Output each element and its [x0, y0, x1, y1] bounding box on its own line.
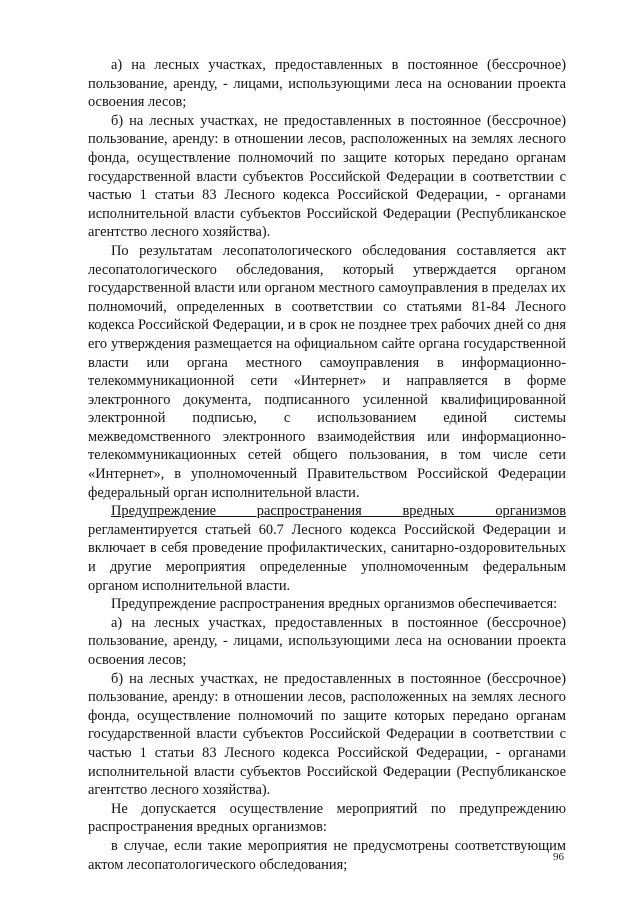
document-page: [88, 56, 566, 874]
paragraph-a-leased: а) на лесных участках, предоставленных в постоянное (бессрочное) пользование, аренду, - лицами, использующими леса на основании проекта освоения лесов;: [88, 57, 566, 111]
paragraph-prevention-regulation: [88, 502, 566, 595]
paragraph-not-provided-case: в случае, если такие мероприятия не предусмотрены соответствующим актом лесопатологического обследования;: [88, 837, 566, 873]
prevention-heading: Предупреждение распространения вредных организмов: [111, 503, 566, 520]
paragraph-prevention-provided: Предупреждение распространения вредных организмов обеспечивается:: [111, 596, 558, 613]
paragraph-b-not-leased-2: б) на лесных участках, не предоставленных в постоянное (бессрочное) пользование, аренду: в отношении лесов, расположенных на землях лесного фонда, осуществление полномочий по защите которых передано органам государственной власти субъектов Российской Федерации в соответствии с частью 1 статьи 83 Лесного кодекса Российской Федерации, - органами исполнительной власти субъектов Российской Федерации (Республиканское агентство лесного хозяйства).: [88, 670, 566, 799]
paragraph-not-allowed: Не допускается осуществление мероприятий по предупреждению распространения вредных организмов:: [88, 800, 566, 836]
paragraph-a-leased-2: а) на лесных участках, предоставленных в постоянное (бессрочное) пользование, аренду, - лицами, использующими леса на основании проекта освоения лесов;: [88, 614, 566, 668]
page-number: 96: [553, 851, 564, 863]
paragraph-survey-act: По результатам лесопатологического обследования составляется акт лесопатологического обследования, который утверждается органом государственной власти или органом местного самоуправления в пределах их полномочий, определенных в соответствии со статьями 81-84 Лесного кодекса Российской Федерации, и в срок не позднее трех рабочих дней со дня его утверждения размещается на официальном сайте органа государственной власти или органа местного самоуправления в информационно-телекоммуникационной сети «Интернет» и направляется в форме электронного документа, подписанного усиленной квалифицированной электронной подписью, с использованием единой системы межведомственного электронного взаимодействия или информационно-телекоммуникационных сетей общего пользования, в том числе сети «Интернет», в уполномоченный Правительством Российской Федерации федеральный орган исполнительной власти.: [88, 242, 566, 501]
prevention-regulation-text: регламентируется статьей 60.7 Лесного кодекса Российской Федерации и включает в себя проведение профилактических, санитарно-оздоровительных и другие мероприятия определенные уполномоченным федеральным органом исполнительной власти.: [88, 521, 566, 594]
paragraph-b-not-leased: б) на лесных участках, не предоставленных в постоянное (бессрочное) пользование, аренду: в отношении лесов, расположенных на землях лесного фонда, осуществление полномочий по защите которых передано органам государственной власти субъектов Российской Федерации в соответствии с частью 1 статьи 83 Лесного кодекса Российской Федерации, - органами исполнительной власти субъектов Российской Федерации (Республиканское агентство лесного хозяйства).: [88, 112, 566, 241]
